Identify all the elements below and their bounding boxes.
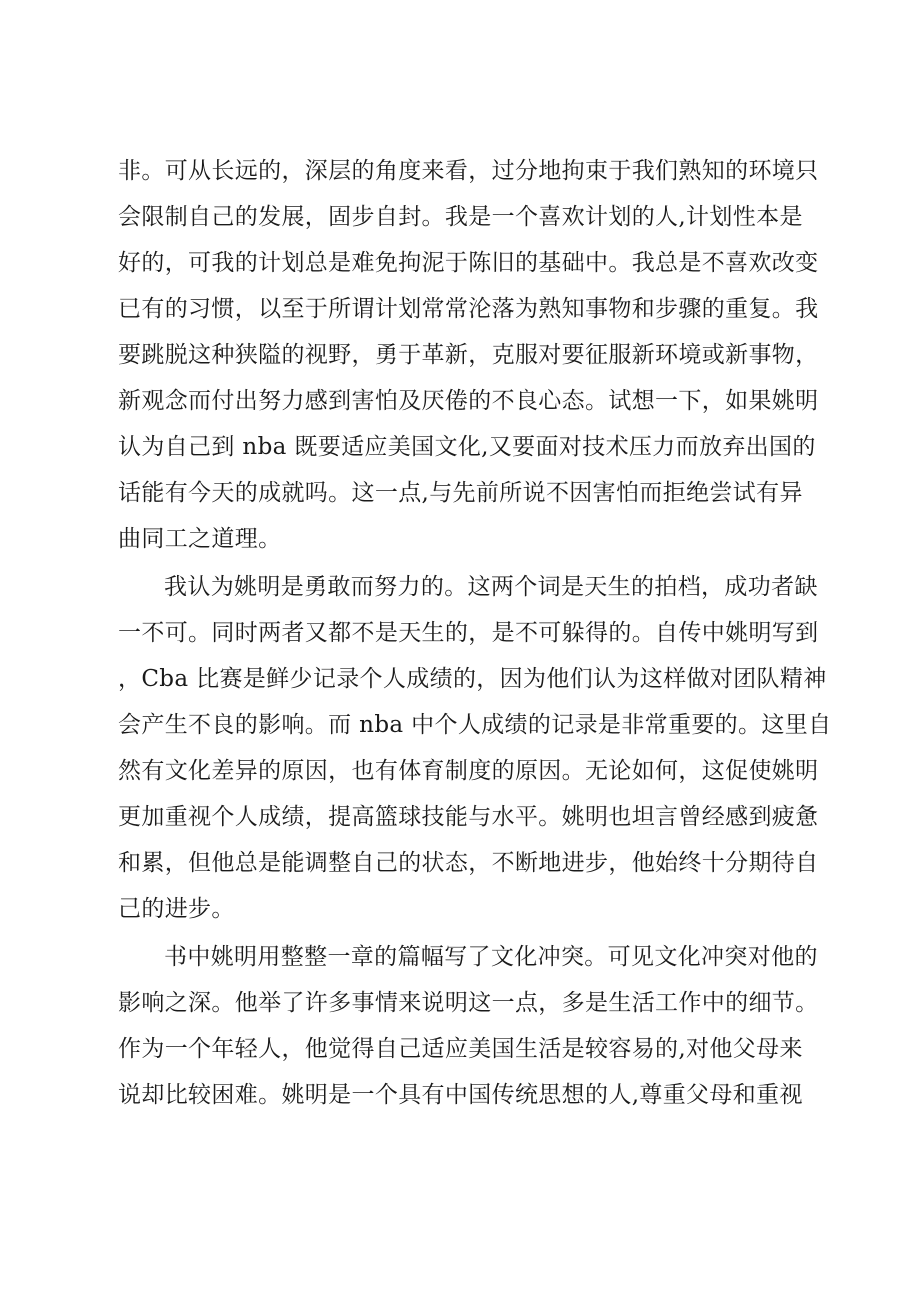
text-line: 和累，但他总是能调整自己的状态，不断地进步，他始终十分期待自 bbox=[118, 850, 819, 876]
paragraph-1 bbox=[118, 148, 818, 562]
text-line: 一不可。同时两者又都不是天生的，是不可躲得的。自传中姚明写到 bbox=[118, 620, 819, 646]
text-line: 好的，可我的计划总是难免拘泥于陈旧的基础中。我总是不喜欢改变 bbox=[118, 250, 819, 276]
text-line: 曲同工之道理。 bbox=[118, 526, 282, 552]
text-line: 我认为姚明是勇敢而努力的。这两个词是天生的拍档，成功者缺 bbox=[164, 574, 818, 600]
document-body bbox=[118, 148, 832, 1118]
text-line: 会产生不良的影响。而 nba 中个人成绩的记录是非常重要的。这里自 bbox=[118, 712, 832, 738]
text-line: 说却比较困难。姚明是一个具有中国传统思想的人,尊重父母和重视 bbox=[118, 1082, 803, 1108]
text-line: 会限制自己的发展，固步自封。我是一个喜欢计划的人,计划性本是 bbox=[118, 204, 803, 230]
text-line: 更加重视个人成绩，提高篮球技能与水平。姚明也坦言曾经感到疲惫 bbox=[118, 804, 819, 830]
text-line: 然有文化差异的原因，也有体育制度的原因。无论如何，这促使姚明 bbox=[118, 758, 819, 784]
text-line: 要跳脱这种狭隘的视野，勇于革新，克服对要征服新环境或新事物， bbox=[118, 342, 819, 368]
text-line: 非。可从长远的，深层的角度来看，过分地拘束于我们熟知的环境只 bbox=[118, 158, 819, 184]
text-line: 己的进步。 bbox=[118, 896, 235, 922]
text-line: 话能有今天的成就吗。这一点,与先前所说不因害怕而拒绝尝试有异 bbox=[118, 480, 803, 506]
text-line: 书中姚明用整整一章的篇幅写了文化冲突。可见文化冲突对他的 bbox=[164, 944, 818, 970]
paragraph-2 bbox=[118, 564, 832, 932]
text-line: 认为自己到 nba 既要适应美国文化,又要面对技术压力而放弃出国的 bbox=[118, 434, 816, 460]
text-line: 影响之深。他举了许多事情来说明这一点，多是生活工作中的细节。 bbox=[118, 990, 819, 1016]
text-line: 作为一个年轻人，他觉得自己适应美国生活是较容易的,对他父母来 bbox=[118, 1036, 803, 1062]
text-line: 已有的习惯，以至于所谓计划常常沦落为熟知事物和步骤的重复。我 bbox=[118, 296, 819, 322]
text-line: ，Cba 比赛是鲜少记录个人成绩的，因为他们认为这样做对团队精神 bbox=[118, 666, 827, 692]
paragraph-3 bbox=[118, 934, 818, 1118]
text-line: 新观念而付出努力感到害怕及厌倦的不良心态。试想一下，如果姚明 bbox=[118, 388, 819, 414]
